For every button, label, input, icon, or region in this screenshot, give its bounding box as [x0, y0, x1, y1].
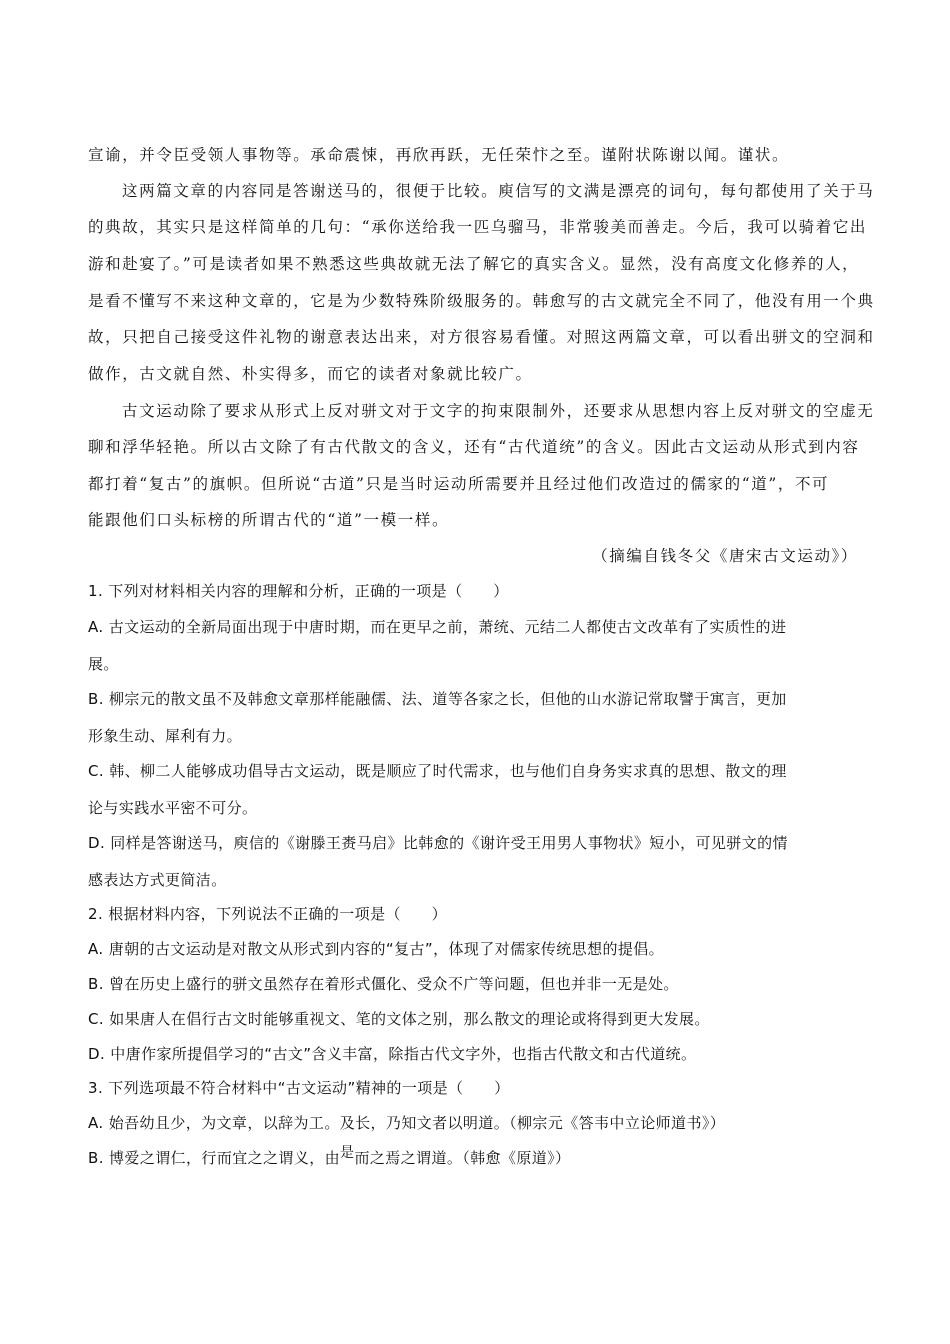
option-line — [88, 1145, 858, 1169]
question-3-stem: 3. 下列选项最不符合材料中“古文运动”精神的一项是（ ） — [88, 1079, 510, 1097]
option-line: B. 柳宗元的散文虽不及韩愈文章那样能融儒、法、道等各家之长，但他的山水游记常取譬于寓言，更加 — [88, 690, 787, 708]
passage-line: 做作，古文就自然、朴实得多，而它的读者对象就比较广。 — [88, 365, 533, 383]
passage-line: 古文运动除了要求从形式上反对骈文对于文字的拘束限制外，还要求从思想内容上反对骈文的空虚无 — [122, 402, 875, 420]
option-line: 形象生动、犀利有力。 — [88, 727, 243, 745]
option-line: A. 古文运动的全新局面出现于中唐时期，而在更早之前，萧统、元结二人都使古文改革有了实质性的进 — [88, 618, 787, 636]
passage-line: 游和赴宴了。”可是读者如果不熟悉这些典故就无法了解它的真实含义。显然，没有高度文化修养的人， — [88, 255, 860, 273]
option-line: C. 韩、柳二人能够成功倡导古文运动，既是顺应了时代需求，也与他们自身务实求真的思想、散文的理 — [88, 762, 787, 780]
passage-line: 都打着“复古”的旗帜。但所说“古道”只是当时运动所需要并且经过他们改造过的儒家的“道”，不可 — [88, 475, 830, 493]
passage-line: 宣谕，并令臣受领人事物等。承命震悚，再欣再跃，无任荣忭之至。谨附状陈谢以闻。谨状。 — [88, 146, 790, 164]
question-1-stem: 1. 下列对材料相关内容的理解和分析，正确的一项是（ ） — [88, 582, 509, 600]
passage-line: 是看不懂写不来这种文章的，它是为少数特殊阶级服务的。韩愈写的古文就完全不同了，他没有用一个典 — [88, 292, 875, 310]
raised-character: 是 — [340, 1145, 355, 1161]
passage-source: （摘编自钱冬父《唐宋古文运动》） — [592, 547, 858, 565]
passage-line: 能跟他们口头标榜的所谓古代的“道”一模一样。 — [88, 511, 450, 529]
option-line: B. 曾在历史上盛行的骈文虽然存在着形式僵化、受众不广等问题，但也并非一无是处。 — [88, 975, 679, 993]
passage-line: 这两篇文章的内容同是答谢送马的，很便于比较。庾信写的文满是漂亮的词句，每句都使用了关于马 — [122, 182, 875, 200]
option-line: D. 中唐作家所提倡学习的“古文”含义丰富，除指古代文字外，也指古代散文和古代道统。 — [88, 1045, 697, 1063]
option-line: C. 如果唐人在倡行古文时能够重视文、笔的文体之别，那么散文的理论或将得到更大发展。 — [88, 1010, 710, 1028]
option-line: A. 唐朝的古文运动是对散文从形式到内容的“复古”，体现了对儒家传统思想的提倡。 — [88, 940, 665, 958]
option-line: 展。 — [88, 655, 119, 673]
passage-line: 的典故，其实只是这样简单的几句：“承你送给我一匹乌骝马，非常骏美而善走。今后，我可以骑着它出 — [88, 218, 868, 236]
option-line: A. 始吾幼且少，为文章，以辞为工。及长，乃知文者以明道。（柳宗元《答韦中立论师道书》） — [88, 1114, 726, 1132]
passage-line: 故，只把自己接受这件礼物的谢意表达出来，对方很容易看懂。对照这两篇文章，可以看出骈文的空洞和 — [88, 328, 875, 346]
question-2-stem: 2. 根据材料内容，下列说法不正确的一项是（ ） — [88, 905, 448, 923]
passage-line: 聊和浮华轻艳。所以古文除了有古代散文的含义，还有“古代道统”的含义。因此古文运动从形式到内容 — [88, 438, 860, 456]
option-text-part: 而之焉之谓道。（韩愈《原道》） — [354, 1149, 571, 1167]
option-line: D. 同样是答谢送马，庾信的《谢滕王赉马启》比韩愈的《谢许受王用男人事物状》短小，可见骈文的情 — [88, 834, 788, 852]
option-text-part: B. 博爱之谓仁，行而宜之之谓义，由 — [88, 1149, 341, 1167]
option-line: 论与实践水平密不可分。 — [88, 799, 258, 817]
option-line: 感表达方式更简洁。 — [88, 871, 227, 889]
